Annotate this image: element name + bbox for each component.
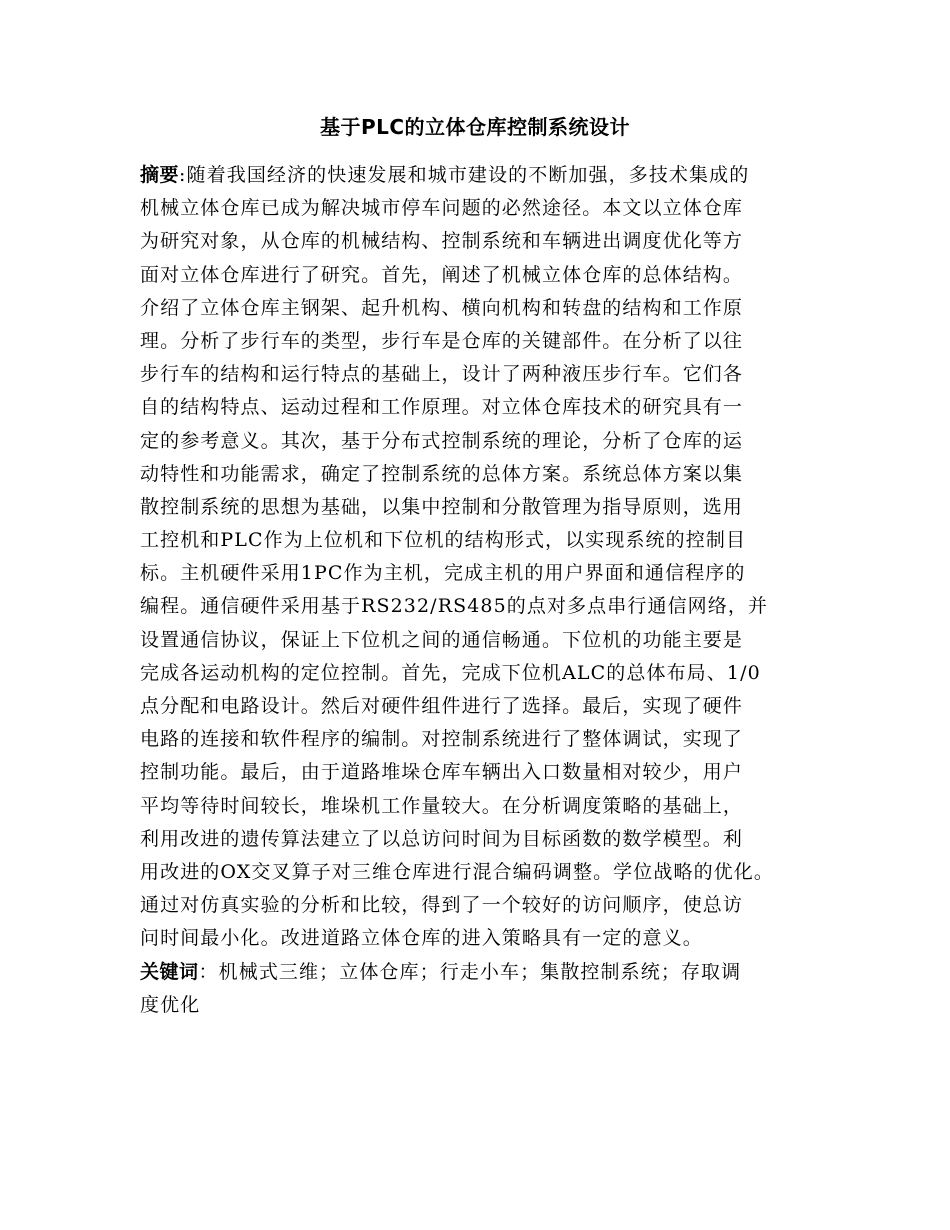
keywords-line: 度优化 — [140, 993, 201, 1016]
abstract-line: 自的结构特点、运动过程和工作原理。对立体仓库技术的研究具有一 — [140, 396, 744, 419]
abstract-line: 问时间最小化。改进道路立体仓库的进入策略具有一定的意义。 — [140, 927, 703, 950]
abstract-line: 设置通信协议，保证上下位机之间的通信畅通。下位机的功能主要是 — [140, 628, 744, 651]
abstract-line: 平均等待时间较长，堆垛机工作量较大。在分析调度策略的基础上， — [140, 794, 744, 817]
abstract-line — [140, 159, 820, 192]
abstract-line: 控制功能。最后，由于道路堆垛仓库车辆出入口数量相对较少，用户 — [140, 761, 744, 784]
abstract-line: 为研究对象，从仓库的机械结构、控制系统和车辆进出调度优化等方 — [140, 230, 744, 253]
abstract-line: 用改进的OX交叉算子对三维仓库进行混合编码调整。学位战略的优化。 — [140, 860, 774, 883]
abstract-label: 摘要 — [140, 164, 180, 186]
abstract-line: 点分配和电路设计。然后对硬件组件进行了选择。最后，实现了硬件 — [140, 695, 744, 717]
abstract-line: 完成各运动机构的定位控制。首先，完成下位机ALC的总体布局、1/0 — [140, 661, 761, 684]
abstract-line: 动特性和功能需求，确定了控制系统的总体方案。系统总体方案以集 — [140, 462, 744, 485]
abstract-line: 电路的连接和软件程序的编制。对控制系统进行了整体调试，实现了 — [140, 728, 744, 751]
keywords-line — [140, 956, 820, 989]
abstract-line: 利用改进的遗传算法建立了以总访问时间为目标函数的数学模型。利 — [140, 827, 744, 850]
abstract-body — [140, 159, 820, 1022]
abstract-text: :随着我国经济的快速发展和城市建设的不断加强，多技术集成的 — [179, 164, 750, 186]
document-title: 基于PLC的立体仓库控制系统设计 — [319, 115, 631, 139]
abstract-line: 机械立体仓库已成为解决城市停车问题的必然途径。本文以立体仓库 — [140, 197, 744, 220]
abstract-line: 标。主机硬件采用1PC作为主机，完成主机的用户界面和通信程序的 — [140, 562, 746, 585]
keywords-text: ：机械式三维；立体仓库；行走小车；集散控制系统；存取调 — [198, 960, 742, 983]
abstract-line: 理。分析了步行车的类型，步行车是仓库的关键部件。在分析了以往 — [140, 329, 744, 352]
abstract-line: 定的参考意义。其次，基于分布式控制系统的理论，分析了仓库的运 — [140, 429, 744, 452]
abstract-line: 介绍了立体仓库主钢架、起升机构、横向机构和转盘的结构和工作原 — [140, 296, 744, 319]
abstract-line: 步行车的结构和运行特点的基础上，设计了两种液压步行车。它们各 — [140, 363, 744, 386]
abstract-line: 工控机和PLC作为上位机和下位机的结构形式，以实现系统的控制目 — [140, 529, 747, 552]
keywords-label: 关键词 — [140, 960, 199, 983]
abstract-line: 编程。通信硬件采用基于RS232/RS485的点对多点串行通信网络，并 — [140, 595, 769, 618]
abstract-line: 通过对仿真实验的分析和比较，得到了一个较好的访问顺序，使总访 — [140, 894, 744, 917]
abstract-line: 散控制系统的思想为基础，以集中控制和分散管理为指导原则，选用 — [140, 495, 744, 518]
abstract-line: 面对立体仓库进行了研究。首先，阐述了机械立体仓库的总体结构。 — [140, 263, 744, 286]
